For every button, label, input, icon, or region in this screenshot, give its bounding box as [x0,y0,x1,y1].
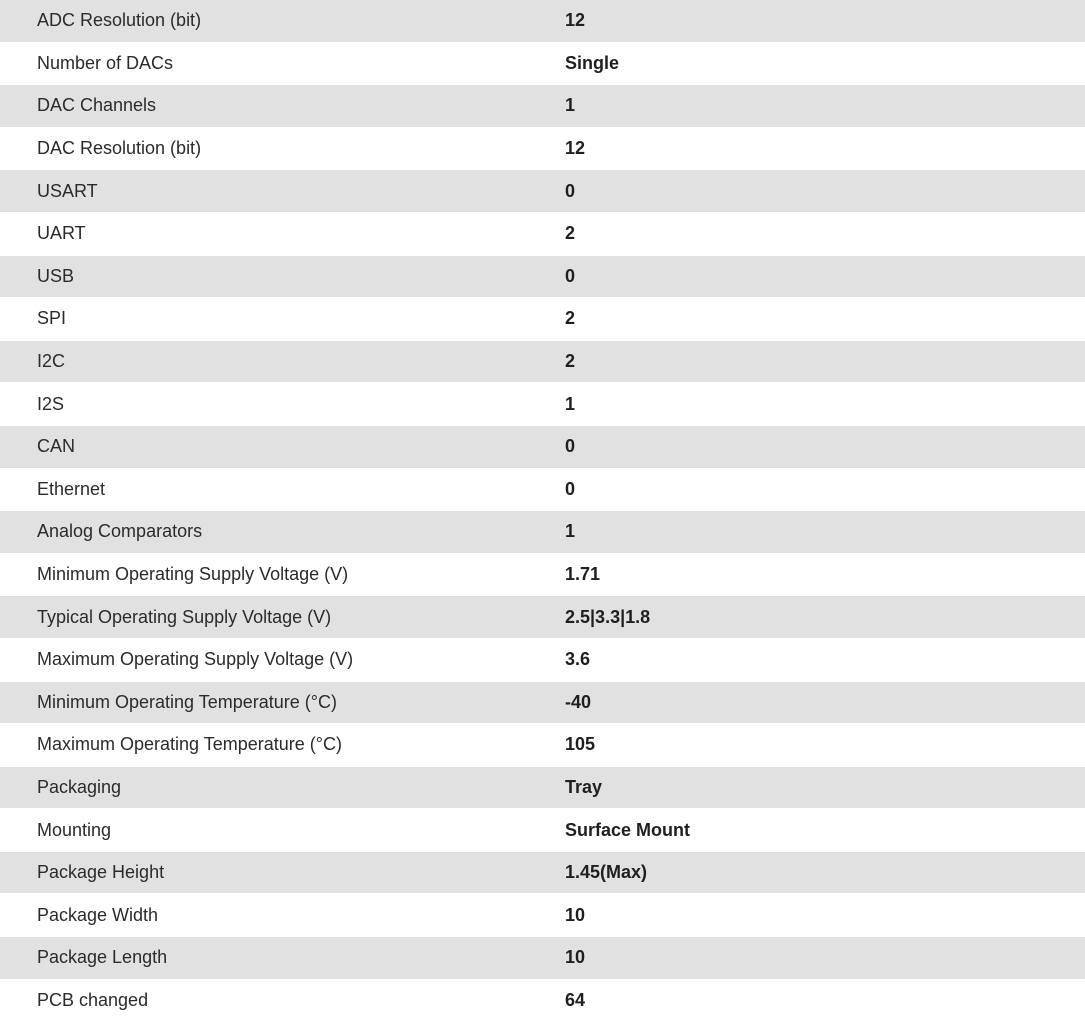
spec-value: Single [565,52,620,73]
spec-label: I2C [37,351,66,372]
spec-row-can [0,426,1085,469]
spec-value: 64 [565,989,586,1010]
spec-value: 1 [565,393,576,414]
spec-value: 2.5|3.3|1.8 [565,606,651,627]
spec-value: 1 [565,95,576,116]
spec-row-usart [0,170,1085,213]
spec-row-package-width [0,894,1085,937]
spec-row-packaging [0,767,1085,810]
spec-label: SPI [37,308,67,329]
spec-label: Package Width [37,904,159,925]
spec-label: Maximum Operating Supply Voltage (V) [37,649,354,670]
spec-row-min-supply-voltage [0,554,1085,597]
spec-value: 3.6 [565,649,591,670]
spec-row-package-height [0,852,1085,895]
spec-row-typical-supply-voltage [0,596,1085,639]
spec-label: Analog Comparators [37,521,203,542]
spec-value: 1.71 [565,564,601,585]
spec-value: 0 [565,436,576,457]
spec-value: 2 [565,223,576,244]
spec-label: UART [37,223,86,244]
spec-label: Mounting [37,819,112,840]
spec-value: 10 [565,904,586,925]
spec-row-usb [0,256,1085,299]
spec-label: DAC Resolution (bit) [37,138,202,159]
spec-label: Package Length [37,947,168,968]
spec-label: USART [37,180,98,201]
spec-value: Tray [565,776,603,797]
spec-row-i2s [0,383,1085,426]
spec-value: 1 [565,521,576,542]
spec-label: Number of DACs [37,52,174,73]
spec-row-analog-comparators [0,511,1085,554]
spec-row-uart [0,213,1085,256]
spec-label: Typical Operating Supply Voltage (V) [37,606,332,627]
spec-value: 12 [565,138,586,159]
spec-row-adc-resolution [0,0,1085,43]
spec-value: 2 [565,308,576,329]
spec-value: Surface Mount [565,819,691,840]
spec-row-number-of-dacs [0,43,1085,86]
spec-label: USB [37,265,75,286]
spec-label: Minimum Operating Temperature (°C) [37,691,337,712]
spec-value: 105 [565,734,596,755]
spec-label: Package Height [37,862,165,883]
spec-row-spi [0,298,1085,341]
spec-row-pcb-changed [0,980,1085,1022]
spec-value: 1.45(Max) [565,862,648,883]
spec-value: 0 [565,265,576,286]
spec-row-max-supply-voltage [0,639,1085,682]
spec-value: 0 [565,478,576,499]
spec-value: 0 [565,180,576,201]
spec-row-package-length [0,937,1085,980]
spec-label: Packaging [37,776,122,797]
spec-label: Minimum Operating Supply Voltage (V) [37,564,349,585]
spec-label: Ethernet [37,478,106,499]
spec-label: I2S [37,393,65,414]
spec-value: -40 [565,691,592,712]
spec-row-max-temperature [0,724,1085,767]
spec-label: Maximum Operating Temperature (°C) [37,734,342,755]
spec-row-min-temperature [0,682,1085,725]
spec-label: CAN [37,436,76,457]
spec-label: DAC Channels [37,95,157,116]
spec-row-i2c [0,341,1085,384]
spec-value: 2 [565,351,576,372]
spec-label: ADC Resolution (bit) [37,10,202,31]
spec-row-dac-resolution [0,128,1085,171]
spec-label: PCB changed [37,989,149,1010]
spec-value: 10 [565,947,586,968]
spec-value: 12 [565,10,586,31]
spec-row-dac-channels [0,85,1085,128]
spec-row-mounting [0,809,1085,852]
spec-row-ethernet [0,469,1085,512]
